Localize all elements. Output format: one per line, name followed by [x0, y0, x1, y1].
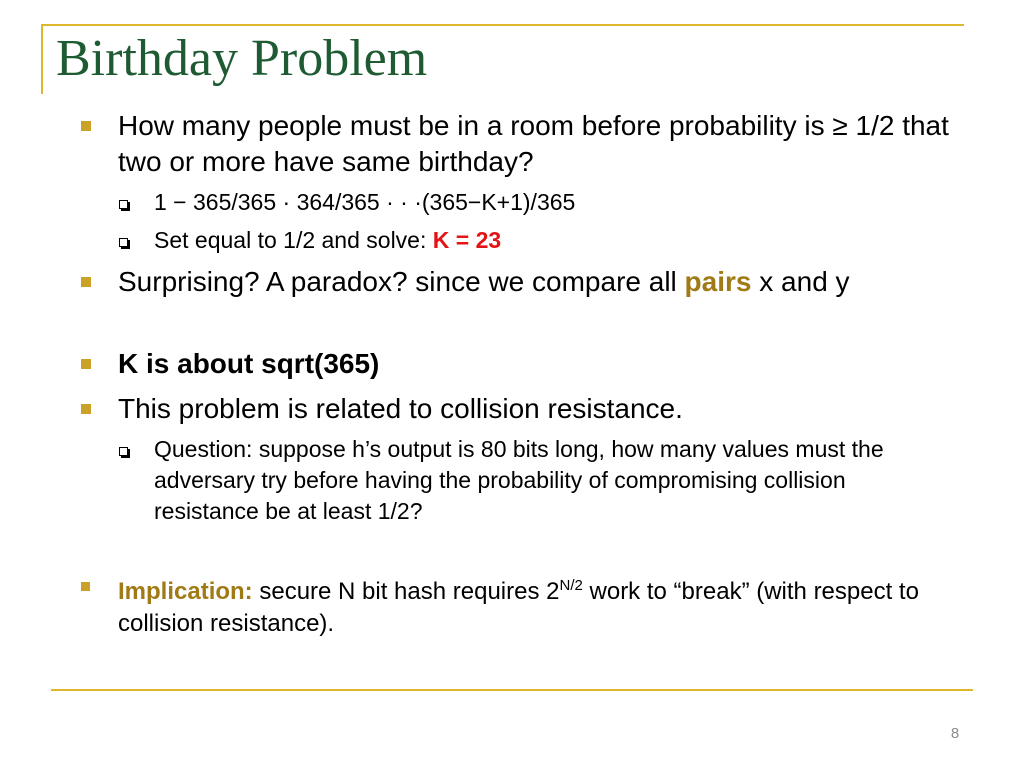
- hollow-shadow-square-icon: [119, 238, 128, 247]
- exponent-n-over-2: N/2: [559, 577, 583, 594]
- bullet-item-3: [118, 346, 958, 382]
- bullet-2-text-pre: Surprising? A paradox? since we compare all: [118, 266, 685, 297]
- page-number: 8: [950, 725, 960, 742]
- sub-bullet-4-1: [154, 434, 944, 527]
- bullet-item-1: [118, 108, 958, 180]
- slide-title: Birthday Problem: [56, 30, 428, 87]
- title-accent-vertical-line: [41, 24, 43, 94]
- filled-square-icon: [81, 359, 91, 369]
- implication-label: Implication:: [118, 578, 253, 605]
- filled-square-icon: [81, 277, 91, 287]
- bullet-3-text: K is about sqrt(365): [118, 348, 380, 379]
- filled-square-icon: [81, 121, 91, 131]
- bullet-item-2: [118, 264, 958, 300]
- hollow-shadow-square-icon: [119, 447, 128, 456]
- bullet-4-text: This problem is related to collision resistance.: [118, 393, 683, 424]
- footer-accent-line: [51, 689, 973, 691]
- sub-bullet-1-1: [154, 187, 954, 218]
- title-accent-top-line: [41, 24, 964, 26]
- bullet-1-text: How many people must be in a room before probability is ≥ 1/2 that two or more have same birthday?: [118, 110, 949, 177]
- bullet-5-text-pre: secure N bit hash requires 2: [252, 578, 560, 605]
- sub-bullet-1-2-text: Set equal to 1/2 and solve:: [154, 227, 433, 253]
- hollow-shadow-square-icon: [119, 200, 128, 209]
- sub-bullet-4-1-text: Question: suppose h’s output is 80 bits long, how many values must the adversary try before having the probability of compromising collision resistance be at least 1/2?: [154, 436, 884, 524]
- sub-bullet-1-2: [154, 225, 954, 256]
- bullet-5-text-post: work to “break” (with respect to collision resistance).: [118, 578, 919, 637]
- bullet-2-text-post: x and y: [751, 266, 850, 297]
- pairs-highlight: pairs: [684, 266, 752, 297]
- filled-square-icon: [81, 582, 90, 591]
- filled-square-icon: [81, 404, 91, 414]
- k-equals-23-highlight: K = 23: [432, 227, 502, 253]
- bullet-item-5: [118, 570, 948, 640]
- bullet-item-4: [118, 391, 958, 427]
- sub-bullet-1-1-text: 1 − 365/365 · 364/365 · · ·(365−K+1)/365: [154, 189, 576, 215]
